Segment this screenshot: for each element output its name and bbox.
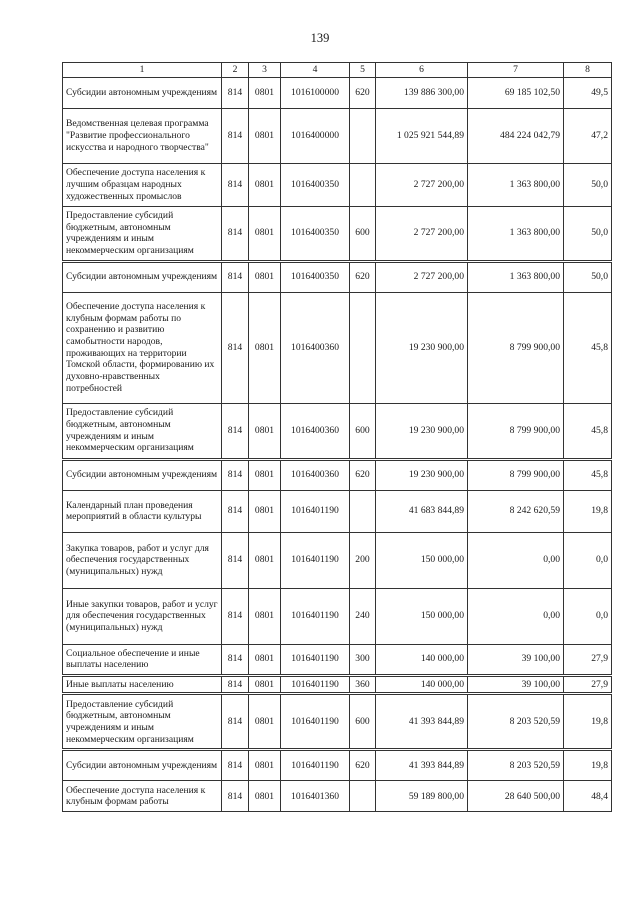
ministry-code: 814 <box>222 206 249 261</box>
execution-percent: 19,8 <box>564 694 612 750</box>
table-row <box>63 77 612 108</box>
section-code: 0801 <box>249 490 281 532</box>
row-name: Ведомственная целевая программа "Развитие профессионального искусства и народного творчества" <box>63 108 222 163</box>
table-row <box>63 490 612 532</box>
ministry-code: 814 <box>222 261 249 292</box>
row-name: Обеспечение доступа населения к клубным формам работы по сохранению и развитию самобытности народов, проживающих на территории Томской области, формированию их духовно-нравственных потребностей <box>63 292 222 403</box>
plan-amount: 1 025 921 544,89 <box>376 108 468 163</box>
table-header-row <box>63 63 612 78</box>
actual-amount: 39 100,00 <box>468 675 564 694</box>
table-row <box>63 292 612 403</box>
ministry-code: 814 <box>222 675 249 694</box>
actual-amount: 39 100,00 <box>468 644 564 675</box>
plan-amount: 19 230 900,00 <box>376 292 468 403</box>
execution-percent: 45,8 <box>564 459 612 490</box>
target-article-code: 1016400350 <box>281 163 350 206</box>
expense-type-code <box>350 108 376 163</box>
expense-type-code <box>350 163 376 206</box>
section-code: 0801 <box>249 781 281 812</box>
row-name: Предоставление субсидий бюджетным, автономным учреждениям и иным некоммерческим организациям <box>63 206 222 261</box>
expense-type-code: 240 <box>350 588 376 644</box>
page-number: 139 <box>310 31 330 45</box>
plan-amount: 19 230 900,00 <box>376 403 468 459</box>
target-article-code: 1016400000 <box>281 108 350 163</box>
table-row <box>63 694 612 750</box>
target-article-code: 1016401360 <box>281 781 350 812</box>
execution-percent: 45,8 <box>564 403 612 459</box>
execution-percent: 0,0 <box>564 588 612 644</box>
section-code: 0801 <box>249 588 281 644</box>
target-article-code: 1016400360 <box>281 459 350 490</box>
execution-percent: 27,9 <box>564 675 612 694</box>
table-row <box>63 261 612 292</box>
section-code: 0801 <box>249 108 281 163</box>
actual-amount: 484 224 042,79 <box>468 108 564 163</box>
section-code: 0801 <box>249 163 281 206</box>
row-name: Обеспечение доступа населения к лучшим образцам народных художественных промыслов <box>63 163 222 206</box>
column-header: 6 <box>376 63 468 78</box>
table-row <box>63 403 612 459</box>
column-header: 5 <box>350 63 376 78</box>
ministry-code: 814 <box>222 403 249 459</box>
plan-amount: 41 683 844,89 <box>376 490 468 532</box>
row-name: Иные выплаты населению <box>63 675 222 694</box>
table-row <box>63 206 612 261</box>
ministry-code: 814 <box>222 694 249 750</box>
target-article-code: 1016400360 <box>281 403 350 459</box>
row-name: Закупка товаров, работ и услуг для обеспечения государственных (муниципальных) нужд <box>63 532 222 588</box>
ministry-code: 814 <box>222 644 249 675</box>
table-row <box>63 588 612 644</box>
column-header: 4 <box>281 63 350 78</box>
section-code: 0801 <box>249 261 281 292</box>
ministry-code: 814 <box>222 532 249 588</box>
plan-amount: 139 886 300,00 <box>376 77 468 108</box>
expense-type-code: 620 <box>350 77 376 108</box>
section-code: 0801 <box>249 644 281 675</box>
plan-amount: 150 000,00 <box>376 588 468 644</box>
table-row <box>63 108 612 163</box>
row-name: Календарный план проведения мероприятий в области культуры <box>63 490 222 532</box>
plan-amount: 2 727 200,00 <box>376 206 468 261</box>
target-article-code: 1016401190 <box>281 750 350 781</box>
expense-type-code <box>350 490 376 532</box>
expense-type-code <box>350 292 376 403</box>
row-name: Субсидии автономным учреждениям <box>63 750 222 781</box>
target-article-code: 1016400360 <box>281 292 350 403</box>
table-row <box>63 644 612 675</box>
table-row <box>63 781 612 812</box>
expense-type-code: 600 <box>350 694 376 750</box>
plan-amount: 2 727 200,00 <box>376 261 468 292</box>
execution-percent: 27,9 <box>564 644 612 675</box>
row-name: Социальное обеспечение и иные выплаты населению <box>63 644 222 675</box>
section-code: 0801 <box>249 206 281 261</box>
plan-amount: 2 727 200,00 <box>376 163 468 206</box>
target-article-code: 1016100000 <box>281 77 350 108</box>
row-name: Предоставление субсидий бюджетным, автономным учреждениям и иным некоммерческим организациям <box>63 403 222 459</box>
section-code: 0801 <box>249 292 281 403</box>
expense-type-code: 300 <box>350 644 376 675</box>
actual-amount: 8 799 900,00 <box>468 292 564 403</box>
plan-amount: 140 000,00 <box>376 644 468 675</box>
actual-amount: 28 640 500,00 <box>468 781 564 812</box>
plan-amount: 41 393 844,89 <box>376 694 468 750</box>
column-header: 7 <box>468 63 564 78</box>
ministry-code: 814 <box>222 77 249 108</box>
actual-amount: 1 363 800,00 <box>468 163 564 206</box>
execution-percent: 0,0 <box>564 532 612 588</box>
expense-type-code <box>350 781 376 812</box>
section-code: 0801 <box>249 750 281 781</box>
column-header: 3 <box>249 63 281 78</box>
execution-percent: 50,0 <box>564 163 612 206</box>
actual-amount: 8 203 520,59 <box>468 750 564 781</box>
execution-percent: 19,8 <box>564 750 612 781</box>
actual-amount: 69 185 102,50 <box>468 77 564 108</box>
table-row <box>63 163 612 206</box>
column-header: 8 <box>564 63 612 78</box>
table-row <box>63 675 612 694</box>
column-header: 1 <box>63 63 222 78</box>
execution-percent: 50,0 <box>564 261 612 292</box>
row-name: Субсидии автономным учреждениям <box>63 261 222 292</box>
expense-type-code: 600 <box>350 206 376 261</box>
expense-type-code: 200 <box>350 532 376 588</box>
ministry-code: 814 <box>222 781 249 812</box>
ministry-code: 814 <box>222 588 249 644</box>
target-article-code: 1016400350 <box>281 206 350 261</box>
section-code: 0801 <box>249 77 281 108</box>
execution-percent: 48,4 <box>564 781 612 812</box>
target-article-code: 1016400350 <box>281 261 350 292</box>
plan-amount: 140 000,00 <box>376 675 468 694</box>
ministry-code: 814 <box>222 750 249 781</box>
budget-table <box>62 62 612 812</box>
target-article-code: 1016401190 <box>281 588 350 644</box>
section-code: 0801 <box>249 675 281 694</box>
actual-amount: 1 363 800,00 <box>468 206 564 261</box>
column-header: 2 <box>222 63 249 78</box>
execution-percent: 45,8 <box>564 292 612 403</box>
actual-amount: 0,00 <box>468 532 564 588</box>
execution-percent: 50,0 <box>564 206 612 261</box>
actual-amount: 8 799 900,00 <box>468 403 564 459</box>
expense-type-code: 620 <box>350 750 376 781</box>
row-name: Иные закупки товаров, работ и услуг для обеспечения государственных (муниципальных) нужд <box>63 588 222 644</box>
target-article-code: 1016401190 <box>281 694 350 750</box>
expense-type-code: 360 <box>350 675 376 694</box>
actual-amount: 8 242 620,59 <box>468 490 564 532</box>
ministry-code: 814 <box>222 490 249 532</box>
target-article-code: 1016401190 <box>281 644 350 675</box>
table-row <box>63 459 612 490</box>
section-code: 0801 <box>249 694 281 750</box>
plan-amount: 41 393 844,89 <box>376 750 468 781</box>
actual-amount: 8 799 900,00 <box>468 459 564 490</box>
table-row <box>63 532 612 588</box>
row-name: Субсидии автономным учреждениям <box>63 77 222 108</box>
execution-percent: 47,2 <box>564 108 612 163</box>
ministry-code: 814 <box>222 459 249 490</box>
actual-amount: 1 363 800,00 <box>468 261 564 292</box>
expense-type-code: 600 <box>350 403 376 459</box>
row-name: Субсидии автономным учреждениям <box>63 459 222 490</box>
actual-amount: 0,00 <box>468 588 564 644</box>
target-article-code: 1016401190 <box>281 532 350 588</box>
actual-amount: 8 203 520,59 <box>468 694 564 750</box>
target-article-code: 1016401190 <box>281 675 350 694</box>
expense-type-code: 620 <box>350 261 376 292</box>
target-article-code: 1016401190 <box>281 490 350 532</box>
section-code: 0801 <box>249 459 281 490</box>
section-code: 0801 <box>249 532 281 588</box>
section-code: 0801 <box>249 403 281 459</box>
plan-amount: 19 230 900,00 <box>376 459 468 490</box>
table-row <box>63 750 612 781</box>
execution-percent: 49,5 <box>564 77 612 108</box>
execution-percent: 19,8 <box>564 490 612 532</box>
plan-amount: 59 189 800,00 <box>376 781 468 812</box>
expense-type-code: 620 <box>350 459 376 490</box>
row-name: Предоставление субсидий бюджетным, автономным учреждениям и иным некоммерческим организациям <box>63 694 222 750</box>
ministry-code: 814 <box>222 108 249 163</box>
row-name: Обеспечение доступа населения к клубным формам работы <box>63 781 222 812</box>
plan-amount: 150 000,00 <box>376 532 468 588</box>
ministry-code: 814 <box>222 292 249 403</box>
ministry-code: 814 <box>222 163 249 206</box>
